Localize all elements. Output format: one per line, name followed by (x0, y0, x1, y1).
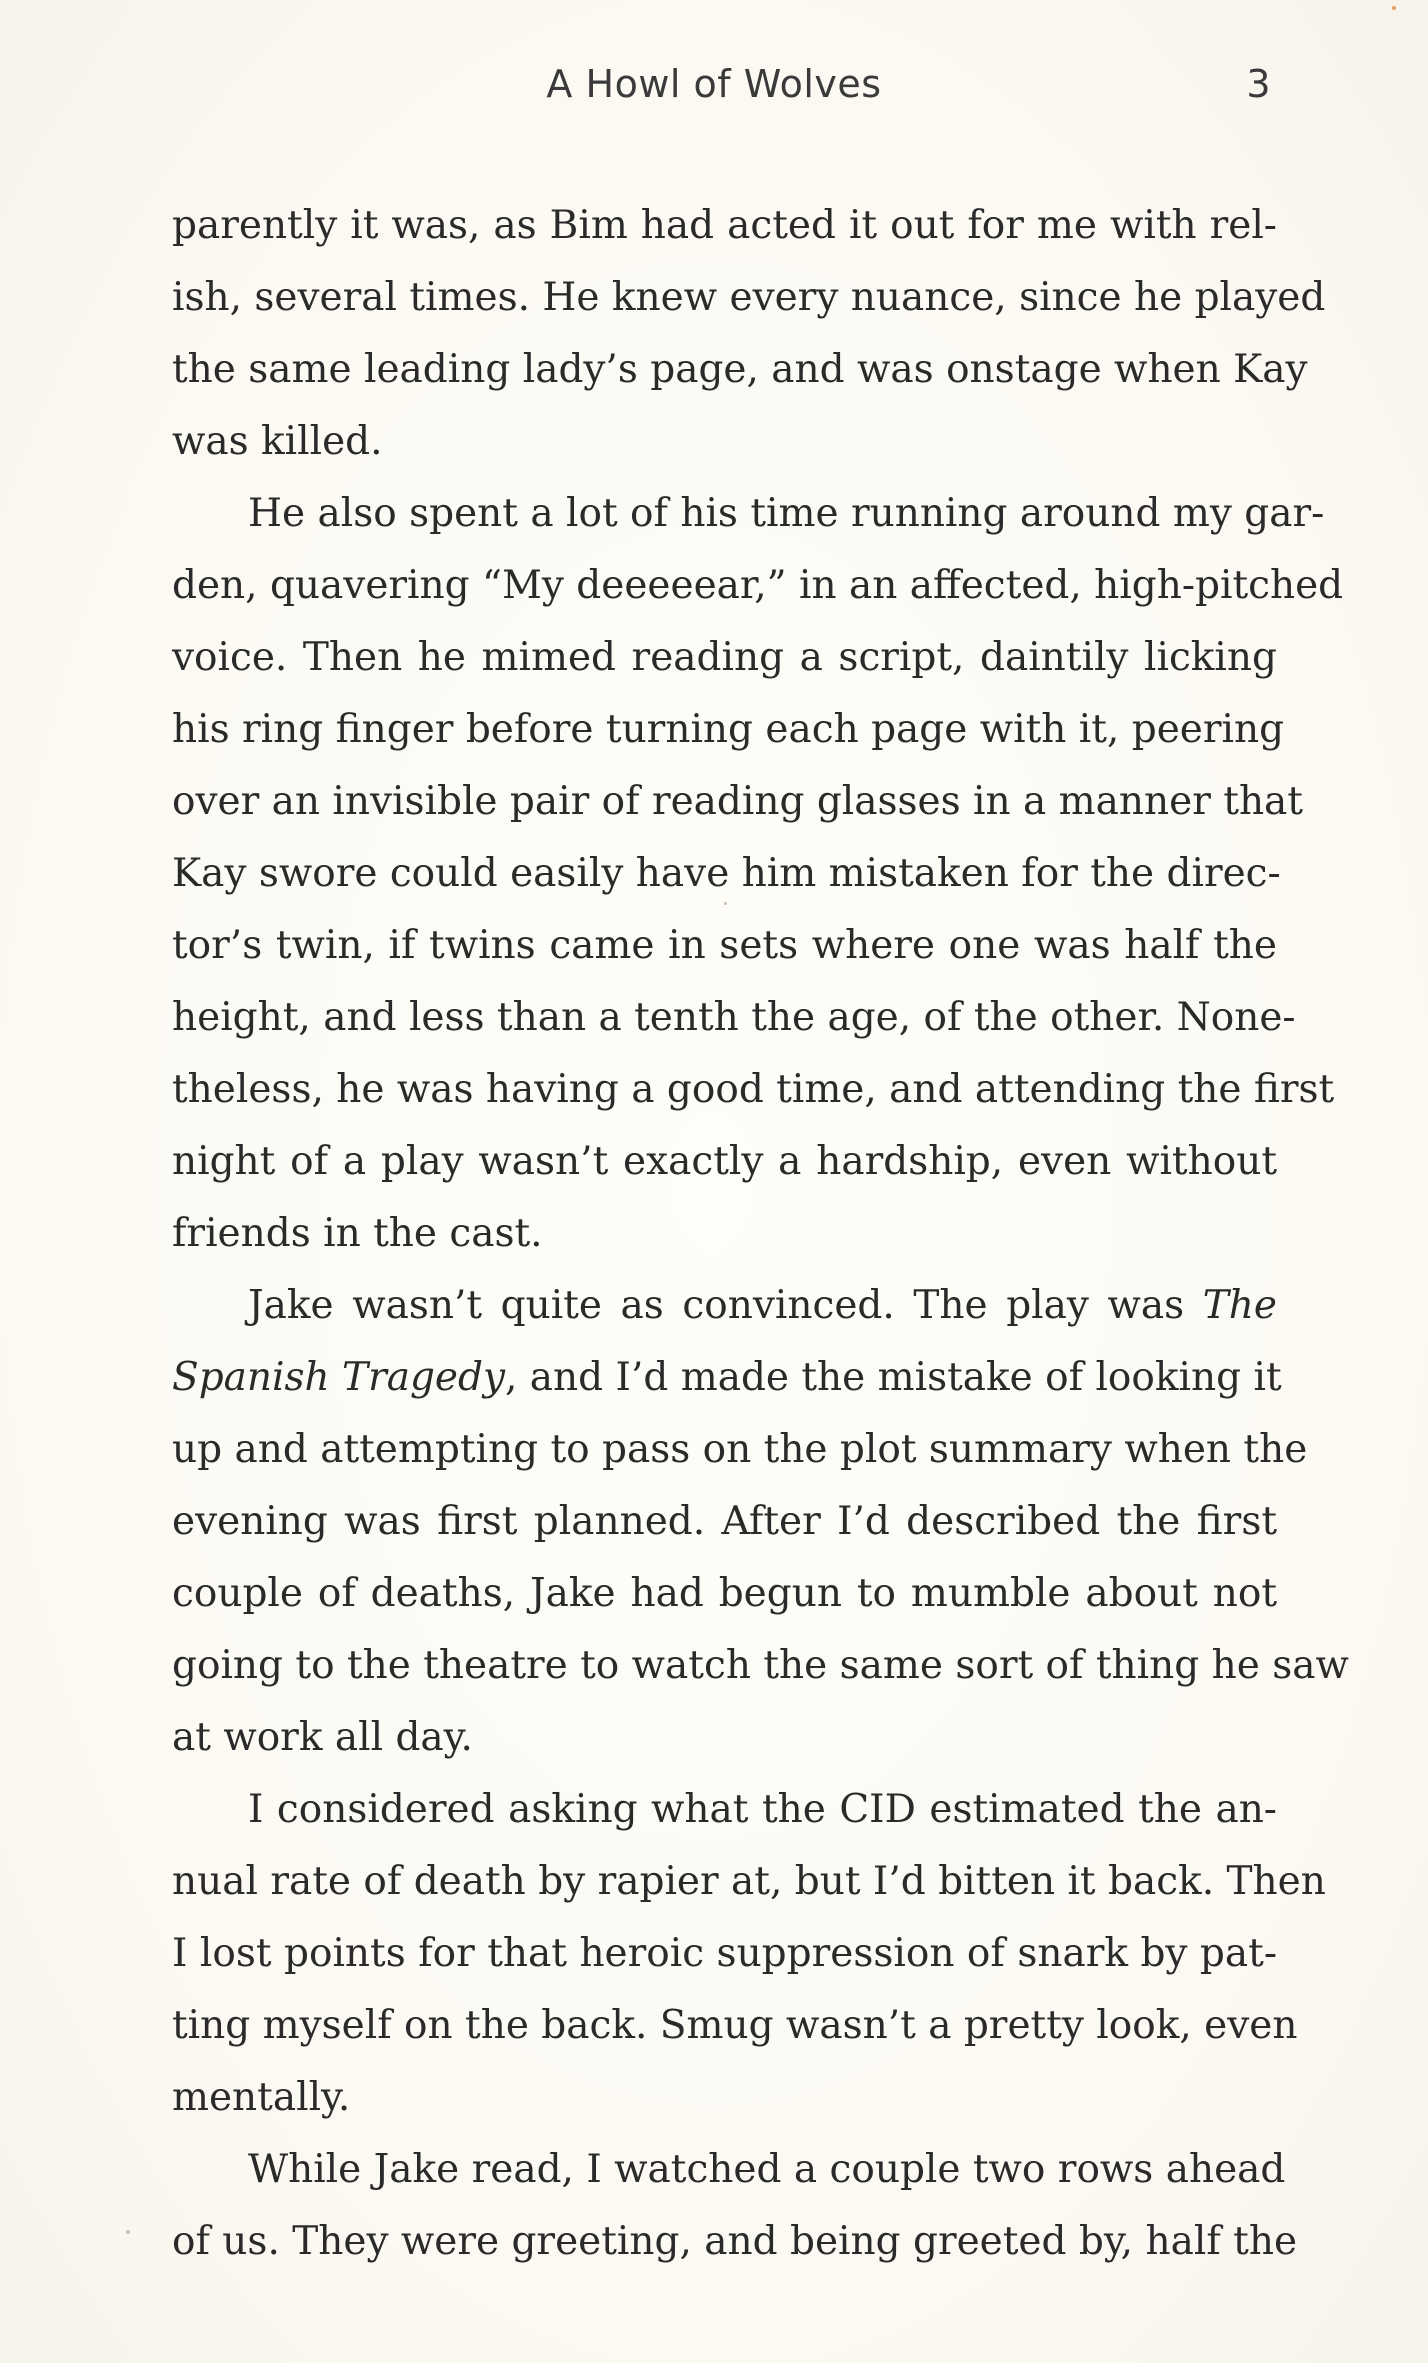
italic-book-title: Spanish Tragedy (172, 1355, 506, 1400)
italic-book-title: The (1202, 1283, 1277, 1328)
text-line: up and attempting to pass on the plot summary when the (172, 1427, 1308, 1472)
page-number: 3 (1246, 62, 1271, 106)
text-line (172, 1270, 1277, 1342)
body-text (172, 190, 1349, 2278)
text-line: nual rate of death by rapier at, but I’d bitten it back. Then (172, 1859, 1326, 1904)
paper-speck (126, 2230, 130, 2234)
text-line: height, and less than a tenth the age, of the other. None- (172, 995, 1296, 1040)
text-span: Jake wasn’t quite as convinced. The play was (248, 1283, 1203, 1328)
text-line: theless, he was having a good time, and attending the first (172, 1067, 1335, 1112)
text-line: couple of deaths, Jake had begun to mumble about not (172, 1571, 1277, 1616)
text-line: ting myself on the back. Smug wasn’t a pretty look, even (172, 2003, 1298, 2048)
text-line: I considered asking what the CID estimated the an- (248, 1787, 1277, 1832)
paper-speck (724, 902, 727, 905)
text-line: his ring finger before turning each page with it, peering (172, 707, 1285, 752)
text-line: Kay swore could easily have him mistaken for the direc- (172, 851, 1281, 896)
paragraph (172, 190, 1326, 478)
text-line: I lost points for that heroic suppression of snark by pat- (172, 1931, 1277, 1976)
text-line: at work all day. (172, 1715, 473, 1760)
text-line: the same leading lady’s page, and was onstage when Kay (172, 347, 1308, 392)
text-line: over an invisible pair of reading glasses in a manner that (172, 779, 1303, 824)
running-head (0, 62, 1428, 122)
text-line: tor’s twin, if twins came in sets where one was half the (172, 923, 1277, 968)
text-line: was killed. (172, 419, 383, 464)
text-line: night of a play wasn’t exactly a hardship, even without (172, 1139, 1277, 1184)
chapter-title: A Howl of Wolves (546, 62, 882, 106)
text-line: He also spent a lot of his time running around my gar- (248, 491, 1325, 536)
paragraph (172, 478, 1344, 1270)
text-line: evening was first planned. After I’d described the first (172, 1499, 1277, 1544)
text-span: , and I’d made the mistake of looking it (505, 1355, 1282, 1400)
text-line: ish, several times. He knew every nuance, since he played (172, 275, 1326, 320)
text-line: friends in the cast. (172, 1211, 543, 1256)
text-line: parently it was, as Bim had acted it out for me with rel- (172, 203, 1277, 248)
paragraph (172, 1774, 1326, 2134)
paragraph (172, 2134, 1298, 2278)
text-line: going to the theatre to watch the same sort of thing he saw (172, 1643, 1349, 1688)
paper-speck (1392, 6, 1396, 10)
text-line: voice. Then he mimed reading a script, daintily licking (172, 635, 1277, 680)
text-line: While Jake read, I watched a couple two rows ahead (248, 2147, 1286, 2192)
text-line: den, quavering “My deeeeear,” in an affected, high-pitched (172, 563, 1344, 608)
paragraph (172, 1270, 1349, 1774)
text-line: of us. They were greeting, and being greeted by, half the (172, 2219, 1298, 2264)
text-line: mentally. (172, 2075, 351, 2120)
text-line (172, 1342, 1282, 1414)
